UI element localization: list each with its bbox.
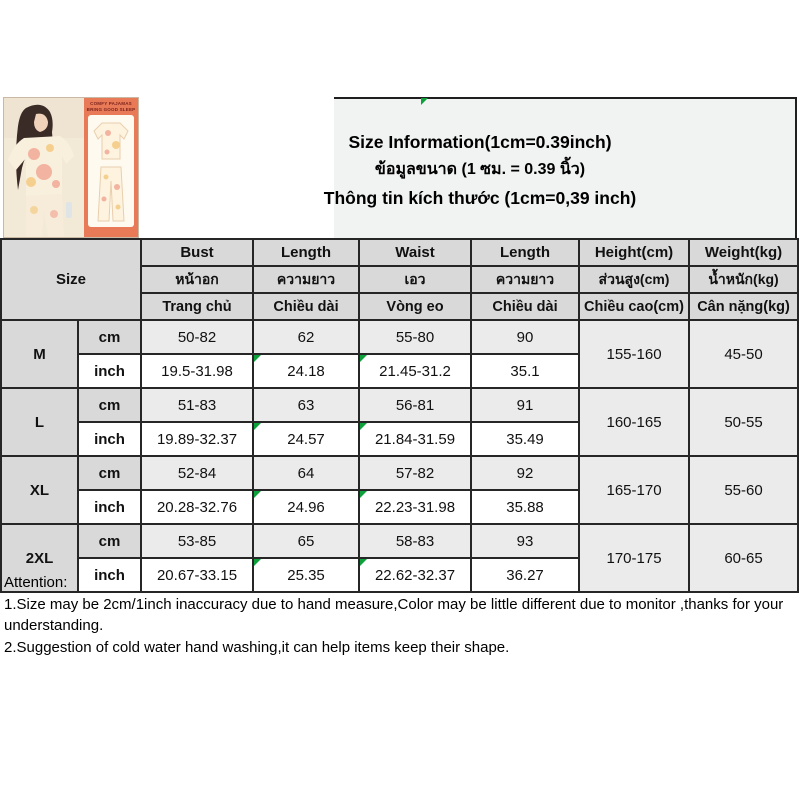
m-waist-inch: 21.45-31.2 [359,354,471,388]
excel-flag-icon [254,355,261,362]
banner-text [87,101,136,112]
xl-bust-inch: 20.28-32.76 [141,490,253,524]
unit-cm-label: cm [78,456,141,490]
col-header-length-vi: Chiều dài [253,293,359,320]
col-header-waist-en: Waist [359,239,471,266]
product-image [3,97,139,238]
col-header-length2-vi: Chiều dài [471,293,579,320]
col-header-weight-th: น้ำหนัก(kg) [689,266,798,293]
pajama-set-illustration [88,115,134,227]
size-header-cell: Size [1,239,141,320]
excel-flag-icon [360,355,367,362]
size-2xl-label: 2XL [1,524,78,592]
size-l-label: L [1,388,78,456]
m-weight: 45-50 [689,320,798,388]
col-header-height-th: ส่วนสูง(cm) [579,266,689,293]
xl-waist-cm: 57-82 [359,456,471,490]
2xl-length-cm: 65 [253,524,359,558]
2xl-waist-cm: 58-83 [359,524,471,558]
l-length-cm: 63 [253,388,359,422]
2xl-weight: 60-65 [689,524,798,592]
xl-length2-inch: 35.88 [471,490,579,524]
2xl-bust-inch: 20.67-33.15 [141,558,253,592]
xl-height: 165-170 [579,456,689,524]
xl-length2-cm: 92 [471,456,579,490]
excel-flag-icon [254,423,261,430]
m-bust-cm: 50-82 [141,320,253,354]
attention-item-2: 2.Suggestion of cold water hand washing,it can help items keep their shape. [4,638,510,656]
col-header-height-vi: Chiều cao(cm) [579,293,689,320]
title-thai: ข้อมูลขนาด (1 ซม. = 0.39 นิ้ว) [374,161,586,178]
l-length-inch: 24.57 [253,422,359,456]
excel-flag-icon [360,559,367,566]
2xl-length-inch: 25.35 [253,558,359,592]
unit-inch-label: inch [78,490,141,524]
unit-cm-label: cm [78,320,141,354]
pajama-set-icon [88,115,134,227]
col-header-bust-en: Bust [141,239,253,266]
title-english: Size Information(1cm=0.39inch) [348,132,612,152]
attention-notes [4,572,799,658]
m-length-inch: 24.18 [253,354,359,388]
col-header-length2-th: ความยาว [471,266,579,293]
m-height: 155-160 [579,320,689,388]
l-length2-cm: 91 [471,388,579,422]
l-height: 160-165 [579,388,689,456]
table-row [1,524,798,558]
col-header-weight-en: Weight(kg) [689,239,798,266]
m-length2-cm: 90 [471,320,579,354]
excel-flag-icon [360,491,367,498]
col-header-height-en: Height(cm) [579,239,689,266]
m-waist-cm: 55-80 [359,320,471,354]
col-header-length2-en: Length [471,239,579,266]
banner-line-1: COMFY PAJAMAS [90,101,132,106]
size-m-label: M [1,320,78,388]
excel-flag-icon [254,491,261,498]
title-vietnamese: Thông tin kích thước (1cm=0,39 inch) [323,188,637,208]
m-bust-inch: 19.5-31.98 [141,354,253,388]
l-weight: 50-55 [689,388,798,456]
2xl-length2-inch: 36.27 [471,558,579,592]
xl-length-inch: 24.96 [253,490,359,524]
unit-inch-label: inch [78,354,141,388]
model-photo-illustration [4,98,84,237]
l-waist-cm: 56-81 [359,388,471,422]
attention-item-1: 1.Size may be 2cm/1inch inaccuracy due to hand measure,Color may be little different due to monitor ,thanks for your understanding. [4,595,784,634]
l-bust-inch: 19.89-32.37 [141,422,253,456]
l-bust-cm: 51-83 [141,388,253,422]
unit-cm-label: cm [78,388,141,422]
2xl-height: 170-175 [579,524,689,592]
size-table [0,238,799,593]
2xl-length2-cm: 93 [471,524,579,558]
table-row [1,388,798,422]
col-header-bust-th: หน้าอก [141,266,253,293]
unit-inch-label: inch [78,422,141,456]
xl-weight: 55-60 [689,456,798,524]
xl-waist-inch: 22.23-31.98 [359,490,471,524]
excel-flag-icon [254,559,261,566]
unit-inch-label: inch [78,558,141,592]
col-header-waist-vi: Vòng eo [359,293,471,320]
col-header-length-en: Length [253,239,359,266]
col-header-bust-vi: Trang chủ [141,293,253,320]
l-length2-inch: 35.49 [471,422,579,456]
col-header-length-th: ความยาว [253,266,359,293]
page-title [165,128,795,212]
size-xl-label: XL [1,456,78,524]
attention-heading: Attention: [4,574,68,591]
table-row [1,456,798,490]
2xl-waist-inch: 22.62-32.37 [359,558,471,592]
xl-bust-cm: 52-84 [141,456,253,490]
l-waist-inch: 21.84-31.59 [359,422,471,456]
table-row [1,320,798,354]
product-side-banner [84,98,138,237]
m-length-cm: 62 [253,320,359,354]
model-photo [4,98,84,237]
unit-cm-label: cm [78,524,141,558]
m-length2-inch: 35.1 [471,354,579,388]
excel-flag-icon [421,98,428,105]
banner-line-2: BRING GOOD SLEEP [86,106,136,112]
excel-flag-icon [360,423,367,430]
col-header-weight-vi: Cân nặng(kg) [689,293,798,320]
2xl-bust-cm: 53-85 [141,524,253,558]
col-header-waist-th: เอว [359,266,471,293]
xl-length-cm: 64 [253,456,359,490]
